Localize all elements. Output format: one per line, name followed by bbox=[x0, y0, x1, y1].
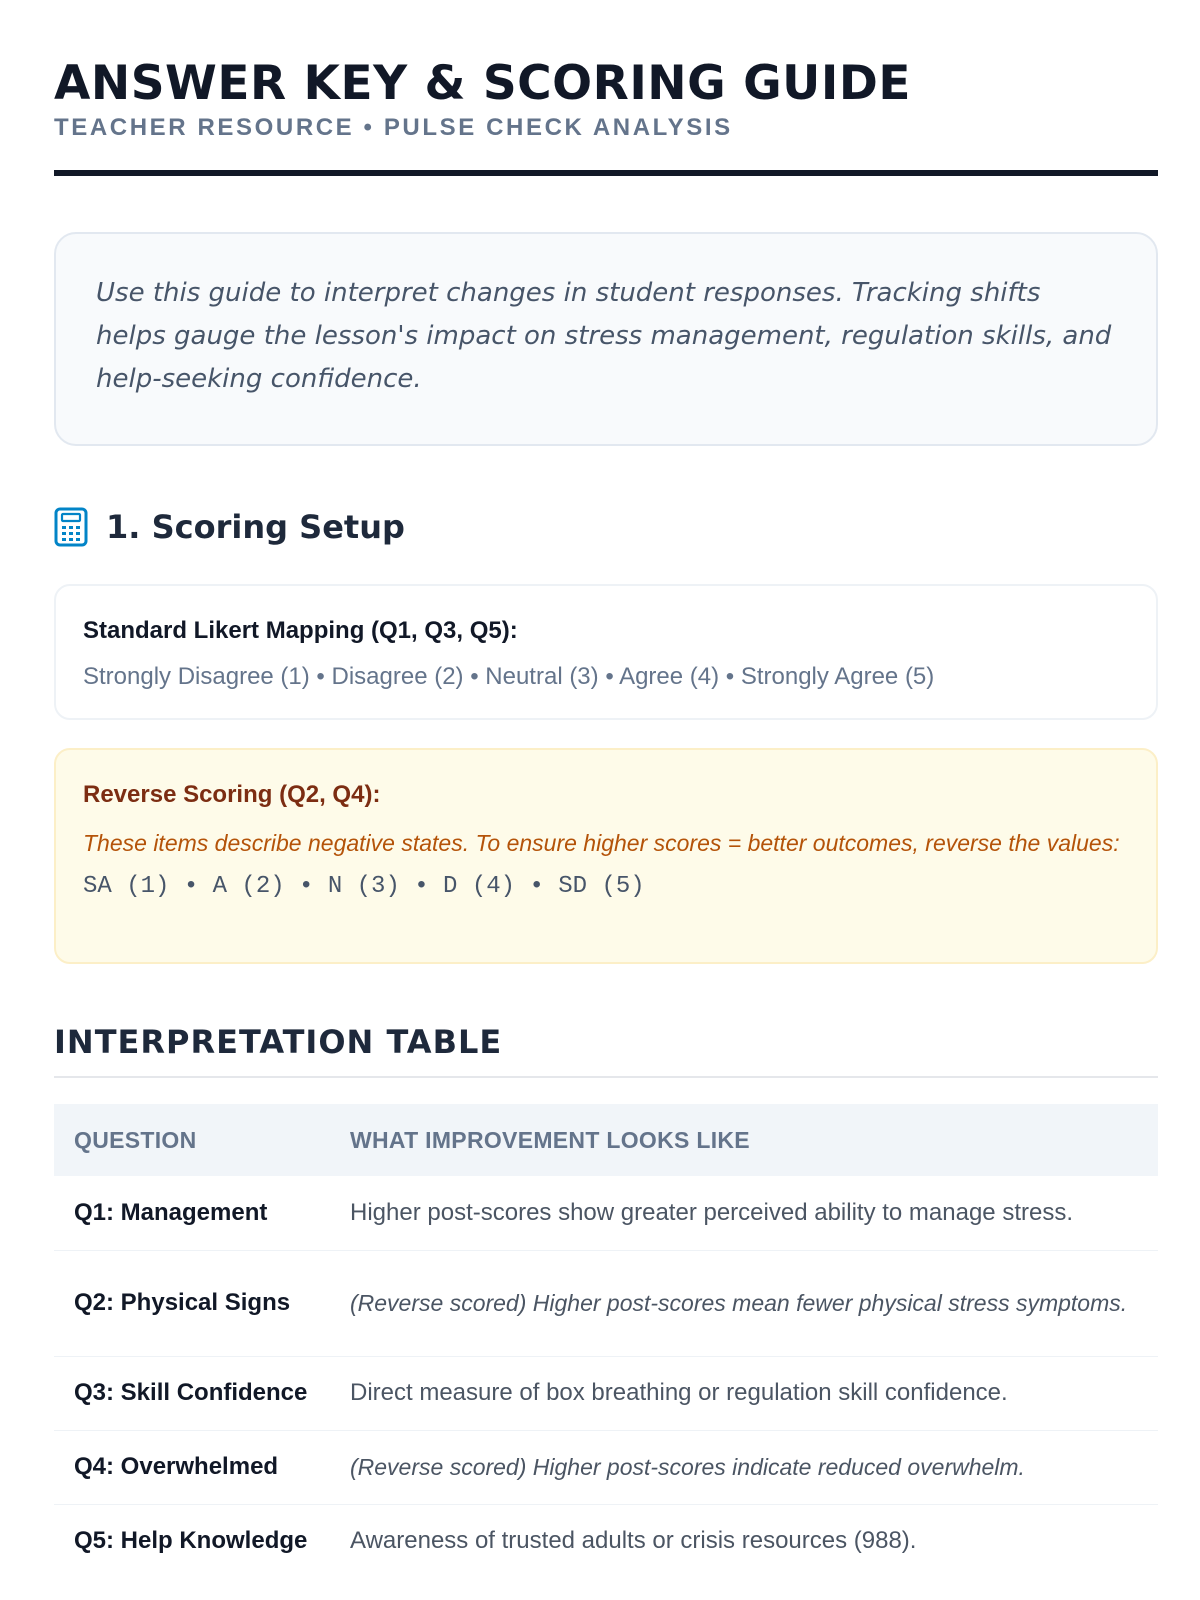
calculator-icon bbox=[54, 507, 88, 547]
reverse-scoring-note: These items describe negative states. To ensure higher scores = better outcomes, reverse the values: bbox=[83, 830, 1120, 856]
table-header-row bbox=[54, 1104, 1158, 1176]
column-header-improvement: WHAT IMPROVEMENT LOOKS LIKE bbox=[330, 1104, 1158, 1176]
standard-mapping-card bbox=[54, 584, 1158, 720]
table-row bbox=[54, 1250, 1158, 1356]
interpretation-divider bbox=[54, 1076, 1158, 1078]
title-divider bbox=[54, 170, 1158, 176]
interpretation-table-heading: INTERPRETATION TABLE bbox=[54, 1023, 503, 1061]
reverse-scoring-values: SA (1) • A (2) • N (3) • D (4) • SD (5) bbox=[83, 873, 645, 900]
interpretation-table bbox=[54, 1104, 1158, 1578]
table-row bbox=[54, 1176, 1158, 1250]
table-row bbox=[54, 1430, 1158, 1504]
question-cell: Q1: Management bbox=[54, 1176, 330, 1250]
question-cell: Q2: Physical Signs bbox=[54, 1250, 330, 1356]
description-cell: Awareness of trusted adults or crisis resources (988). bbox=[350, 1527, 917, 1555]
column-header-question: QUESTION bbox=[54, 1104, 330, 1176]
page-subtitle: TEACHER RESOURCE • PULSE CHECK ANALYSIS bbox=[54, 114, 733, 141]
standard-mapping-values: Strongly Disagree (1) • Disagree (2) • Neutral (3) • Agree (4) • Strongly Agree (5) bbox=[83, 663, 935, 690]
reverse-scoring-card bbox=[54, 748, 1158, 964]
scoring-setup-title: 1. Scoring Setup bbox=[106, 508, 405, 546]
page-title: ANSWER KEY & SCORING GUIDE bbox=[54, 56, 911, 111]
intro-callout bbox=[54, 232, 1158, 446]
scoring-setup-heading bbox=[54, 502, 1146, 552]
question-cell: Q5: Help Knowledge bbox=[74, 1527, 308, 1555]
table-row bbox=[54, 1356, 1158, 1430]
question-cell: Q3: Skill Confidence bbox=[54, 1356, 330, 1430]
description-cell: Direct measure of box breathing or regulation skill confidence. bbox=[330, 1356, 1158, 1430]
description-cell: (Reverse scored) Higher post-scores indicate reduced overwhelm. bbox=[330, 1430, 1158, 1504]
standard-mapping-label: Standard Likert Mapping (Q1, Q3, Q5): bbox=[83, 617, 518, 644]
reverse-scoring-label: Reverse Scoring (Q2, Q4): bbox=[83, 781, 381, 808]
question-cell: Q4: Overwhelmed bbox=[54, 1430, 330, 1504]
description-cell: (Reverse scored) Higher post-scores mean fewer physical stress symptoms. bbox=[330, 1250, 1158, 1356]
description-cell: Higher post-scores show greater perceived ability to manage stress. bbox=[330, 1176, 1158, 1250]
intro-text: Use this guide to interpret changes in student responses. Tracking shifts helps gauge the lesson's impact on stress management, regulation skills, and help-seeking confidence. bbox=[96, 278, 1112, 394]
table-row bbox=[54, 1504, 1158, 1578]
